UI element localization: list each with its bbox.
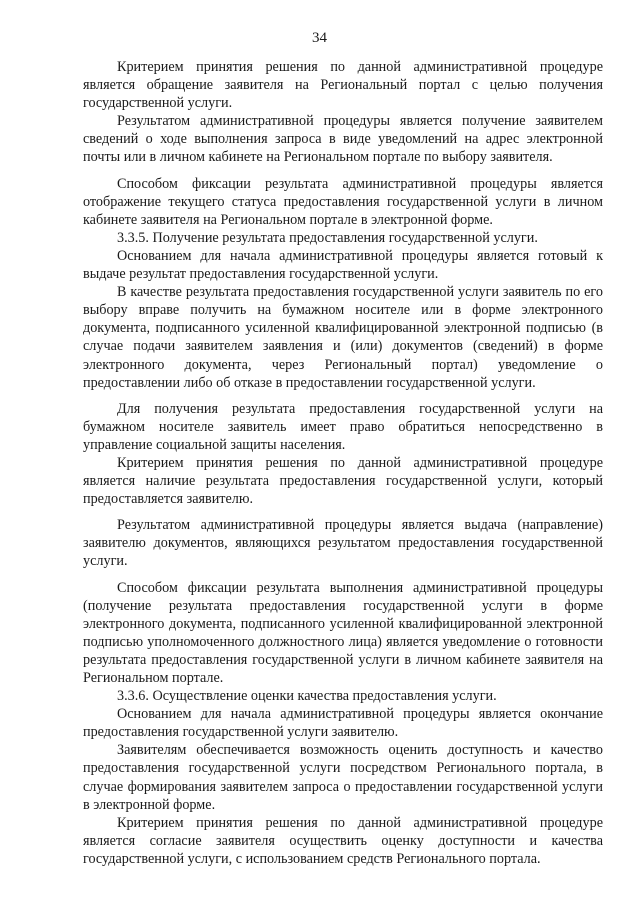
paragraph-quality-assessment: Заявителям обеспечивается возможность оценить доступность и качество предоставления государственной услуги посредством Регионального портала, в случае формирования заявителем запроса о предоставлении государственной услуги в электронной форме. bbox=[83, 742, 603, 813]
paragraph-basis-completion: Основанием для начала административной процедуры является окончание предоставления государственной услуги заявителю. bbox=[83, 706, 603, 741]
paragraph-result-notifications: Результатом административной процедуры является получение заявителем сведений о ходе выполнения запроса в виде уведомлений на адрес электронной почты или в личном кабинете на Региональном портале по выбору заявителя. bbox=[83, 113, 603, 166]
paragraph-fixation-readiness: Способом фиксации результата выполнения административной процедуры (получение результата предоставления государственной услуги в форме электронного документа, подписанного усиленной квалифицированной электронной подписью уполномоченного должностного лица) является уведомление о готовности результата предоставления государственной услуги в личном кабинете заявителя на Региональном портале. bbox=[83, 579, 603, 686]
section-heading-3-3-5: 3.3.5. Получение результата предоставления государственной услуги. bbox=[117, 229, 538, 246]
document-body bbox=[83, 58, 603, 868]
paragraph-basis-ready-result: Основанием для начала административной процедуры является готовый к выдаче результат предоставления государственной услуги. bbox=[83, 247, 603, 283]
paragraph-result-choice: В качестве результата предоставления государственной услуги заявитель по его выбору вправе получить на бумажном носителе или в форме электронного документа, подписанного усиленной квалифицированной электронной подписью (в случае подачи заявителем заявления и (или) документов (сведений) в форме электронного документа, через Региональный портал) уведомление о предоставлении либо об отказе в предоставлении государственной услуги. bbox=[83, 284, 603, 391]
paragraph-paper-result: Для получения результата предоставления государственной услуги на бумажном носителе заявитель имеет право обратиться непосредственно в управление социальной защиты населения. bbox=[83, 400, 603, 453]
section-heading-3-3-6: 3.3.6. Осуществление оценки качества предоставления услуги. bbox=[117, 688, 497, 705]
paragraph-criterion-availability: Критерием принятия решения по данной административной процедуре является наличие результата предоставления государственной услуги, который предоставляется заявителю. bbox=[83, 454, 603, 508]
page-number: 34 bbox=[312, 30, 327, 46]
paragraph-result-issuance: Результатом административной процедуры является выдача (направление) заявителю документов, являющихся результатом предоставления государственной услуги. bbox=[83, 517, 603, 570]
paragraph-fixation-status: Способом фиксации результата административной процедуры является отображение текущего статуса предоставления государственной услуги в личном кабинете заявителя на Региональном портале в электронной форме. bbox=[83, 175, 603, 228]
paragraph-criterion-portal: Критерием принятия решения по данной административной процедуре является обращение заявителя на Региональный портал с целью получения государственной услуги. bbox=[83, 59, 603, 112]
paragraph-criterion-consent: Критерием принятия решения по данной административной процедуре является согласие заявителя осуществить оценку доступности и качества государственной услуги, с использованием средств Регионального портала. bbox=[83, 814, 603, 867]
